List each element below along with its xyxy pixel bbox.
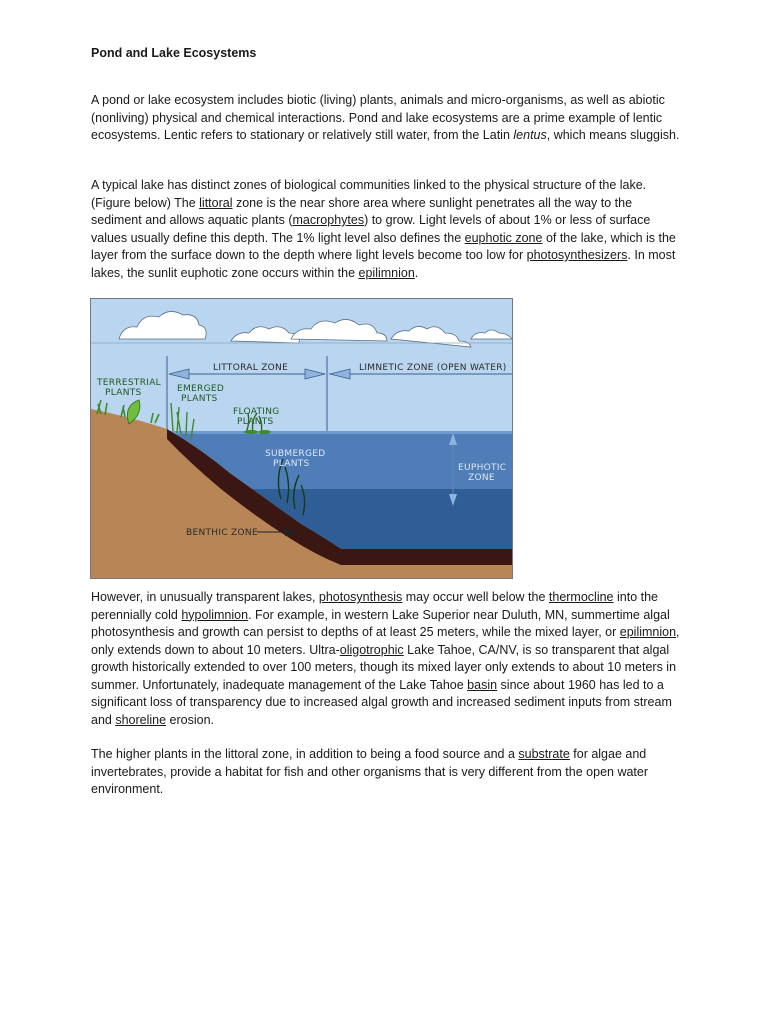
floating-label-line2: PLANTS [237, 417, 274, 427]
link-basin[interactable]: basin [467, 677, 498, 692]
link-euphotic-zone[interactable]: euphotic zone [464, 230, 543, 245]
littoral-zone-label: LITTORAL ZONE [213, 363, 289, 373]
terrestrial-label-line2: PLANTS [105, 388, 142, 398]
paragraph-text: into the perennially cold [91, 590, 658, 622]
paragraph-transparent-lakes [91, 589, 681, 729]
link-epilimnion[interactable]: epilimnion [358, 265, 415, 280]
lake-zones-figure [90, 298, 513, 579]
paragraph-text: Lake Tahoe, CA/NV, is so transparent that algal growth historically extended to over 100 meters, though its mixed layer only extends to about 10 meters in summer. Unfortunately, inadequate management of the Lake Tahoe [91, 642, 677, 692]
euphotic-label-line1: EUPHOTIC [458, 463, 507, 473]
floating-label-line1: FLOATING [233, 407, 280, 417]
paragraph-text: . For example, in western Lake Superior near Duluth, MN, summertime algal photosynthesis and growth can persist to depths of at least 25 meters, while the mixed layer, or [91, 607, 670, 639]
link-epilimnion[interactable]: epilimnion [619, 625, 677, 639]
paragraph-text: The higher plants in the littoral zone, in addition to being a food source and a [91, 747, 519, 761]
link-shoreline[interactable]: shoreline [115, 712, 167, 727]
link-substrate[interactable]: substrate [518, 747, 570, 761]
paragraph-text: ) to grow. Light levels of about 1% or less of surface values usually define this depth. The 1% light level also defines the [91, 213, 651, 245]
paragraph-text: However, in unusually transparent lakes, [91, 590, 319, 604]
paragraph-text: A typical lake has distinct zones of biological communities linked to the physical structure of the lake. (Figure below) The [91, 178, 647, 210]
emerged-label-line1: EMERGED [177, 384, 225, 394]
paragraph-text: may occur well below the [402, 590, 549, 604]
link-photosynthesis[interactable]: photosynthesis [318, 590, 403, 604]
submerged-label-line2: PLANTS [273, 459, 310, 469]
paragraph-text: . In most lakes, the sunlit euphotic zone occurs within the [91, 248, 676, 280]
paragraph-zones [91, 177, 681, 282]
link-photosynthesizers[interactable]: photosynthesizers [526, 248, 628, 262]
paragraph-text: zone is the near shore area where sunlight penetrates all the way to the sediment and allows aquatic plants ( [91, 195, 633, 227]
document-title: Pond and Lake Ecosystems [91, 46, 257, 60]
paragraph-text: erosion. [166, 712, 215, 727]
terrestrial-label-line1: TERRESTRIAL [97, 378, 161, 388]
paragraph-text: , which means sluggish. [546, 128, 680, 142]
link-thermocline[interactable]: thermocline [548, 590, 614, 604]
link-hypolimnion[interactable]: hypolimnion [181, 607, 249, 622]
link-littoral[interactable]: littoral [199, 195, 233, 210]
paragraph-intro [91, 92, 681, 145]
latin-term: lentus [513, 128, 547, 142]
paragraph-text: for algae and invertebrates, provide a habitat for fish and other organisms that is very different from the open water environment. [91, 747, 649, 796]
paragraph-text: , only extends down to about 10 meters. Ultra- [91, 625, 680, 657]
emerged-label-line2: PLANTS [181, 394, 218, 404]
euphotic-label-line2: ZONE [468, 473, 495, 483]
lake-zones-diagram [91, 299, 512, 578]
limnetic-zone-label: LIMNETIC ZONE (OPEN WATER) [359, 363, 507, 373]
link-macrophytes[interactable]: macrophytes [292, 213, 365, 227]
paragraph-text: since about 1960 has led to a significant loss of transparency due to increased algal growth and increased sediment inputs from stream and [91, 677, 672, 727]
benthic-zone-label: BENTHIC ZONE [186, 528, 258, 538]
paragraph-higher-plants [91, 746, 681, 799]
submerged-label-line1: SUBMERGED [265, 449, 326, 459]
paragraph-text: A pond or lake ecosystem includes biotic (living) plants, animals and micro-organisms, as well as abiotic (nonliving) physical and chemical interactions. Pond and lake ecosystems are a prime example of lentic ecosystems. Lentic refers to stationary or relatively still water, from the Latin [91, 93, 665, 142]
link-oligotrophic[interactable]: oligotrophic [339, 642, 404, 657]
paragraph-text: of the lake, which is the layer from the surface down to the depth where light levels become too low for [91, 230, 676, 262]
paragraph-text: . [414, 265, 419, 280]
